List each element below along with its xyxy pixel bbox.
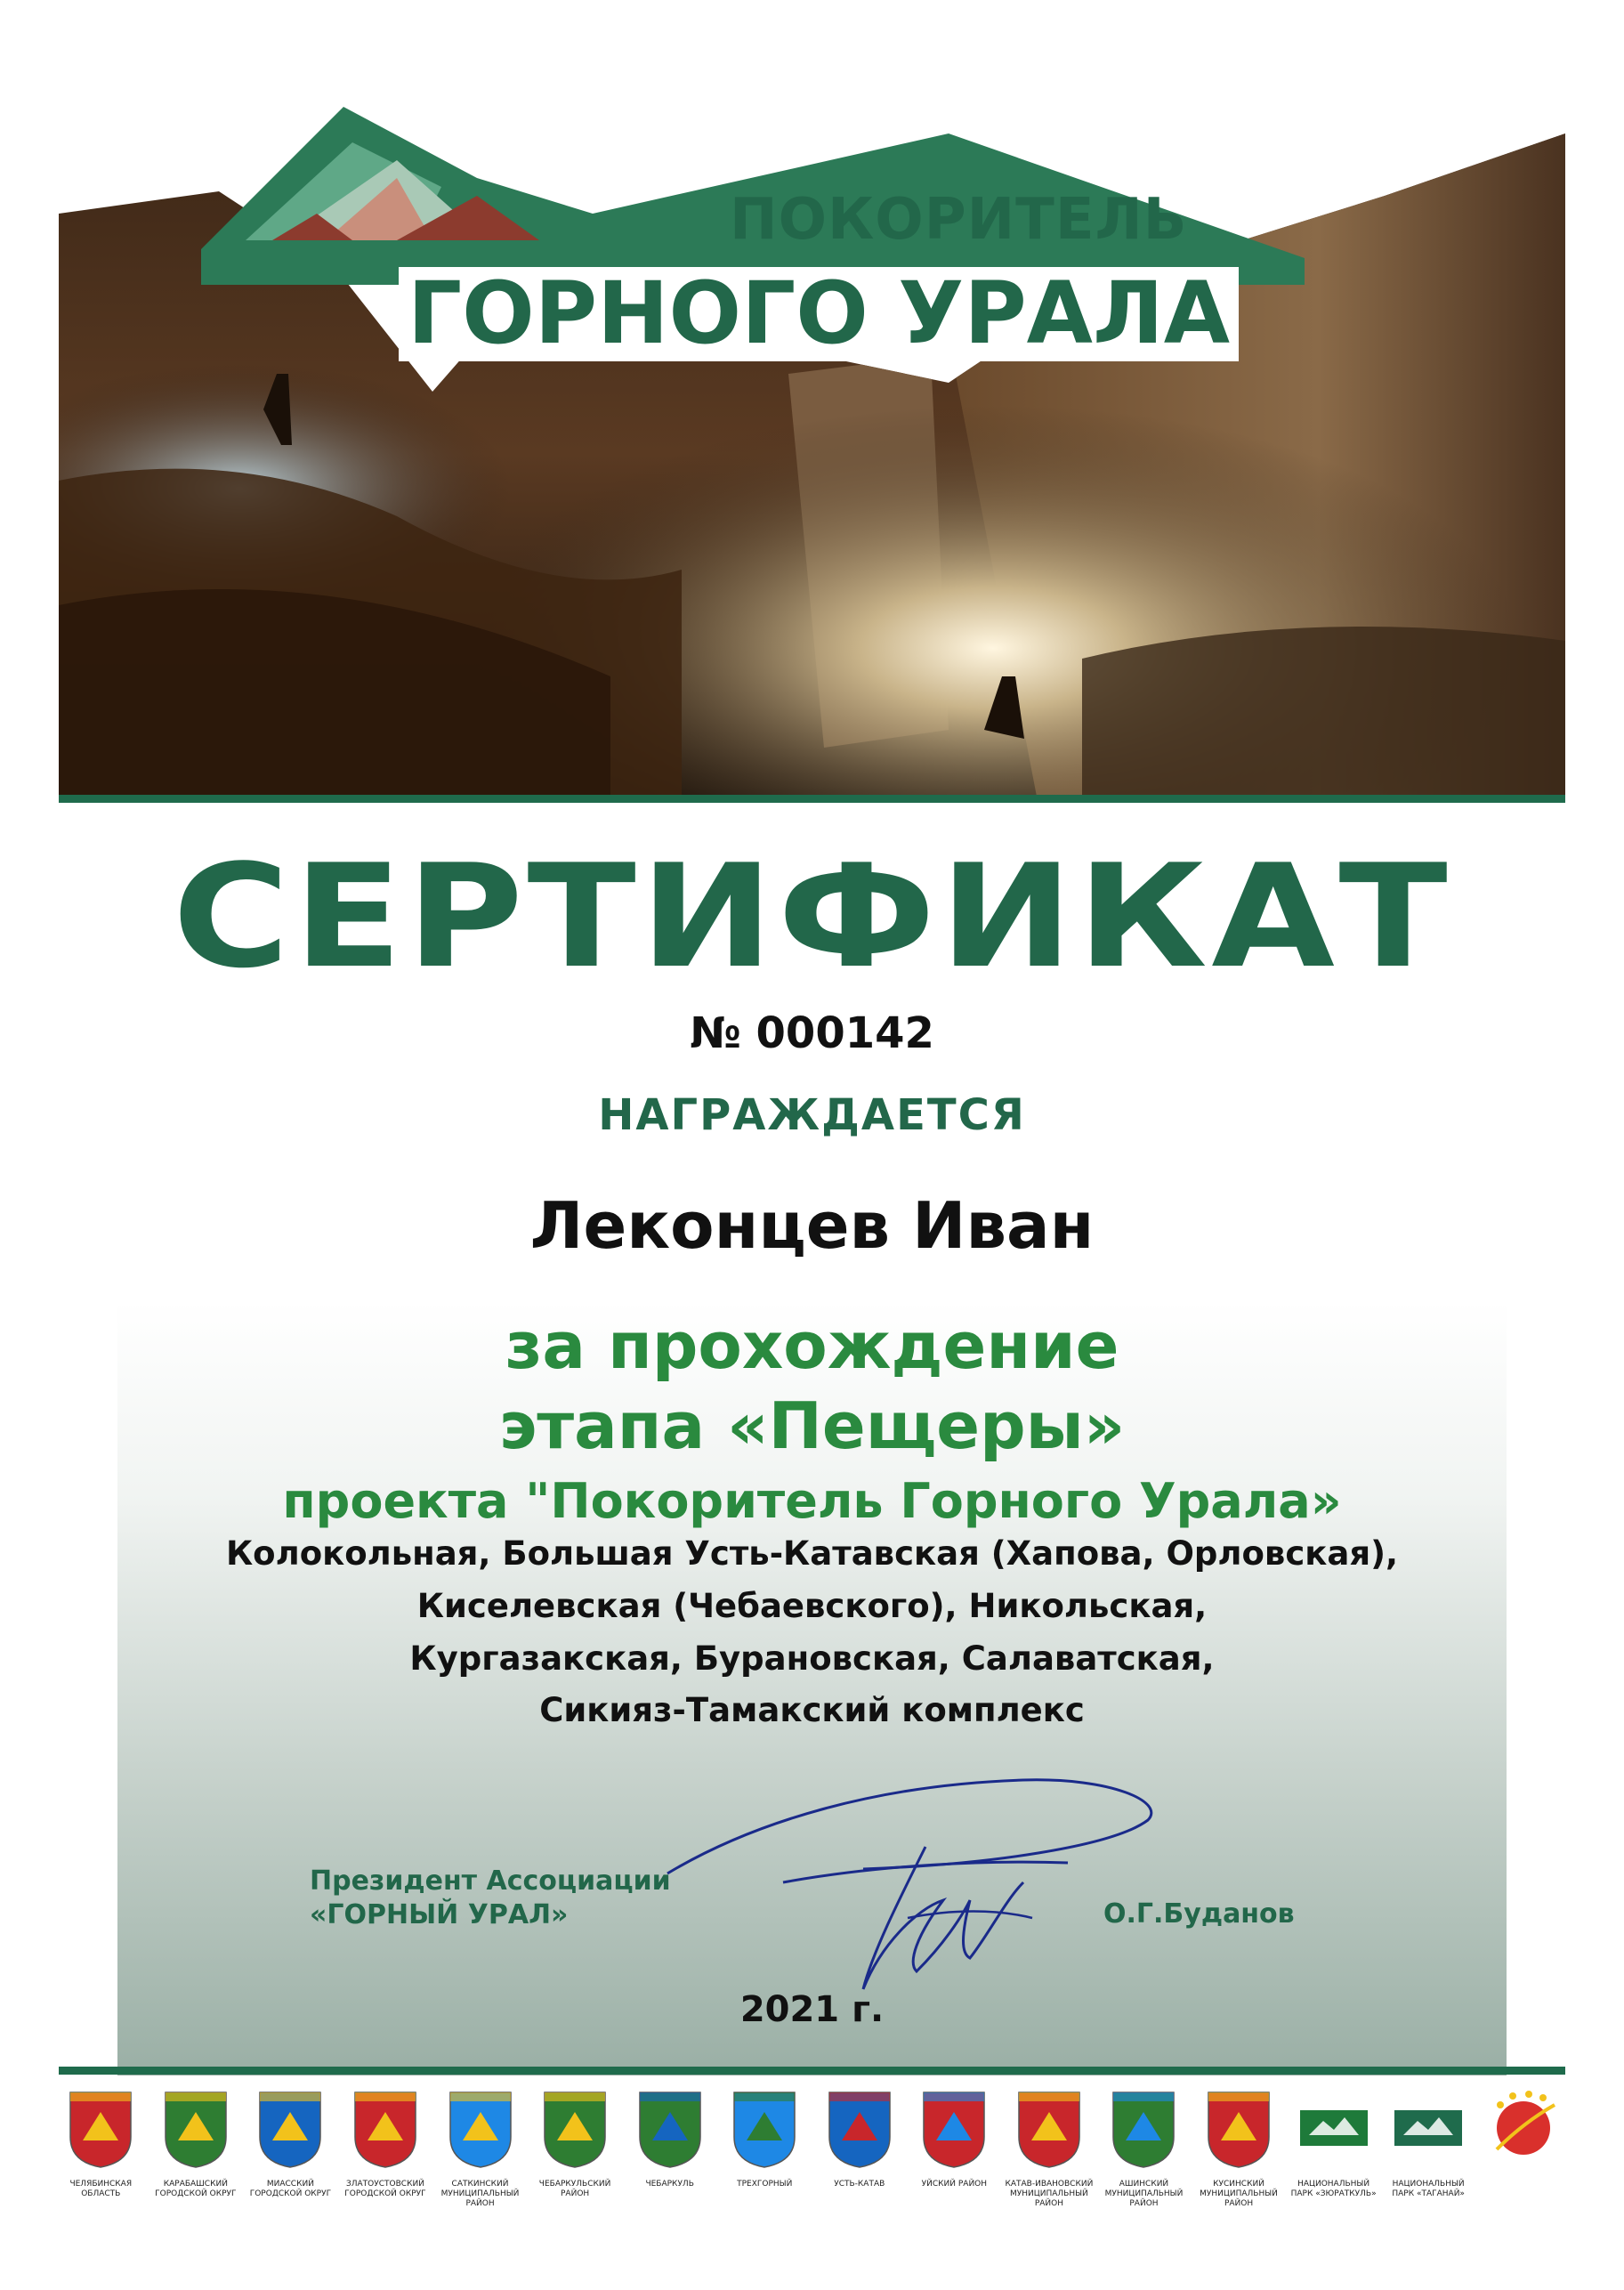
recipient-name: Леконцев Иван — [529, 1188, 1095, 1263]
partner-logo — [1382, 2087, 1475, 2199]
partner-logo-caption: КАРАБАШСКИЙ ГОРОДСКОЙ ОКРУГ — [155, 2180, 237, 2198]
reason-line-1: за прохождение — [505, 1308, 1119, 1383]
kusa-emblem-icon — [1203, 2087, 1274, 2169]
caves-line-4: Сикияз-Тамакский комплекс — [539, 1691, 1085, 1729]
partner-logo-caption: УЙСКИЙ РАЙОН — [921, 2180, 988, 2189]
partner-logo-caption: ТРЕХГОРНЫЙ — [737, 2180, 793, 2189]
karabash-emblem-icon — [160, 2087, 231, 2169]
caves-line-2: Киселевская (Чебаевского), Никольская, — [416, 1587, 1208, 1625]
signer-title-line2: «ГОРНЫЙ УРАЛ» — [310, 1899, 569, 1930]
partner-logo-caption: ЧЕБАРКУЛЬСКИЙ РАЙОН — [538, 2180, 611, 2198]
signature-scribble — [650, 1767, 1201, 2007]
satka-emblem-icon — [445, 2087, 516, 2169]
partner-logo-caption: МИАССКИЙ ГОРОДСКОЙ ОКРУГ — [249, 2180, 332, 2198]
uysky-emblem-icon — [918, 2087, 990, 2169]
chebarkul-district-emblem-icon — [539, 2087, 610, 2169]
brand-line1: ПОКОРИТЕЛЬ — [730, 187, 1188, 253]
chebarkul-emblem-icon — [634, 2087, 706, 2169]
signer-name: О.Г.Буданов — [1103, 1898, 1295, 1930]
partner-logo-caption: ЧЕЛЯБИНСКАЯ ОБЛАСТЬ — [69, 2180, 133, 2198]
taganay-park-logo-icon — [1393, 2087, 1464, 2169]
reason-line-2: этапа «Пещеры» — [498, 1388, 1126, 1463]
partner-logo-caption: КАТАВ-ИВАНОВСКИЙ МУНИЦИПАЛЬНЫЙ РАЙОН — [1005, 2180, 1094, 2208]
partner-logo — [908, 2087, 1000, 2189]
partner-logo — [1288, 2087, 1380, 2199]
partner-logo-caption: УСТЬ-КАТАВ — [834, 2180, 885, 2189]
katav-ivanovsk-emblem-icon — [1014, 2087, 1085, 2169]
awarded-label: НАГРАЖДАЕТСЯ — [598, 1090, 1026, 1140]
project-line: проекта "Покоритель Горного Урала» — [282, 1473, 1342, 1529]
partner-logo-caption: НАЦИОНАЛЬНЫЙ ПАРК «ТАГАНАЙ» — [1392, 2180, 1465, 2198]
signer-title-line1: Президент Ассоциации — [310, 1865, 671, 1897]
certificate-title: СЕРТИФИКАТ — [172, 833, 1452, 999]
partner-logo — [149, 2087, 242, 2199]
certificate-year: 2021 г. — [739, 1989, 885, 2030]
trekhgorny-emblem-icon — [729, 2087, 800, 2169]
partner-logo — [339, 2087, 432, 2199]
caves-line-1: Колокольная, Большая Усть-Катавская (Хапова, Орловская), — [225, 1534, 1399, 1573]
partner-logo — [1477, 2087, 1570, 2180]
gorny-ural-association-logo-icon — [1488, 2087, 1559, 2169]
asha-emblem-icon — [1108, 2087, 1179, 2169]
partner-logo — [434, 2087, 527, 2209]
partner-logo-caption: НАЦИОНАЛЬНЫЙ ПАРК «ЗЮРАТКУЛЬ» — [1290, 2180, 1377, 2198]
partner-logo — [54, 2087, 147, 2199]
partner-logo — [1097, 2087, 1190, 2209]
signer-title — [310, 1865, 671, 1932]
partner-logo-caption: КУСИНСКИЙ МУНИЦИПАЛЬНЫЙ РАЙОН — [1200, 2180, 1278, 2208]
partner-logo — [718, 2087, 811, 2189]
partner-logo-caption: АШИНСКИЙ МУНИЦИПАЛЬНЫЙ РАЙОН — [1104, 2180, 1184, 2208]
caves-line-3: Кургазакская, Бурановская, Салаватская, — [409, 1639, 1215, 1678]
ust-katav-emblem-icon — [824, 2087, 895, 2169]
bottom-divider — [59, 2067, 1565, 2075]
partner-logo — [624, 2087, 716, 2189]
partner-logo — [1003, 2087, 1095, 2209]
zyuratkul-park-logo-icon — [1298, 2087, 1369, 2169]
certificate-number: № 000142 — [690, 1008, 934, 1058]
zlatoust-emblem-icon — [350, 2087, 421, 2169]
partner-logo — [1192, 2087, 1285, 2209]
partner-logo-caption: САТКИНСКИЙ МУНИЦИПАЛЬНЫЙ РАЙОН — [440, 2180, 520, 2208]
partner-logo — [244, 2087, 336, 2199]
partner-logos — [53, 2087, 1571, 2265]
chelyabinsk-region-emblem-icon — [65, 2087, 136, 2169]
brand-line2: ГОРНОГО УРАЛА — [320, 267, 1317, 361]
miass-emblem-icon — [255, 2087, 326, 2169]
partner-logo — [813, 2087, 906, 2189]
partner-logo — [529, 2087, 621, 2199]
partner-logo-caption: ЗЛАТОУСТОВСКИЙ ГОРОДСКОЙ ОКРУГ — [344, 2180, 426, 2198]
partner-logo-caption: ЧЕБАРКУЛЬ — [645, 2180, 694, 2189]
top-divider — [59, 795, 1565, 803]
